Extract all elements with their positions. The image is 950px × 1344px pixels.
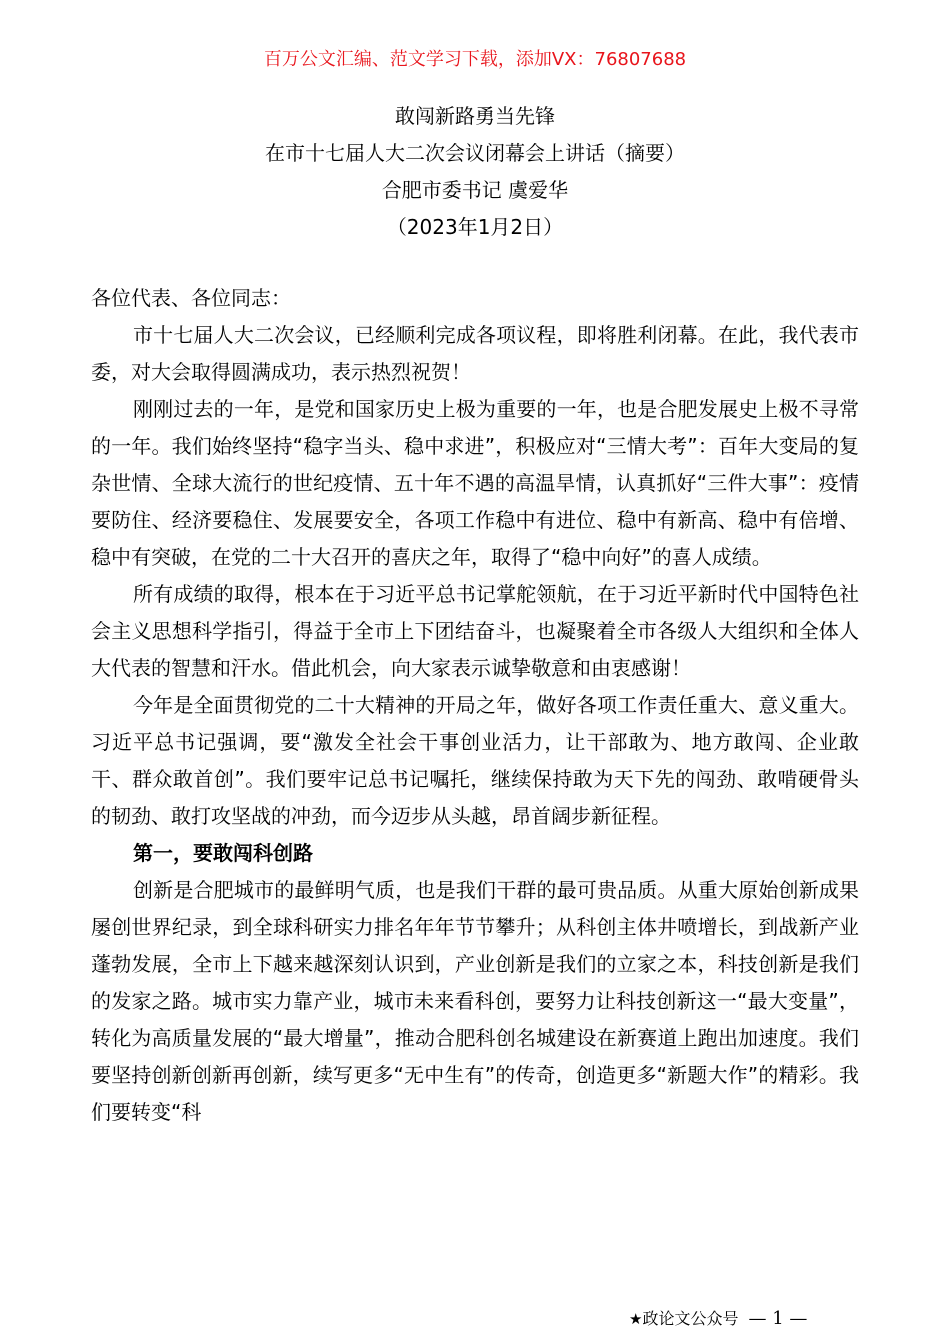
salutation: 各位代表、各位同志： bbox=[91, 286, 291, 310]
document-author: 合肥市委书记 虞爱华 bbox=[381, 178, 569, 202]
title-block bbox=[0, 98, 950, 246]
watermark-header: 百万公文汇编、范文学习下载，添加VX：76807688 bbox=[263, 49, 687, 70]
paragraph: 刚刚过去的一年，是党和国家历史上极为重要的一年，也是合肥发展史上极不寻常的一年。我们始终坚持“稳字当头、稳中求进”，积极应对“三情大考”：百年大变局的复杂世情、全球大流行的世纪疫情、五十年不遇的高温旱情，认真抓好“三件大事”：疫情要防住、经济要稳住、发展要安全，各项工作稳中有进位、稳中有新高、稳中有倍增、稳中有突破，在党的二十大召开的喜庆之年，取得了“稳中向好”的喜人成绩。 bbox=[91, 397, 859, 569]
paragraph: 市十七届人大二次会议，已经顺利完成各项议程，即将胜利闭幕。在此，我代表市委，对大会取得圆满成功，表示热烈祝贺！ bbox=[91, 323, 859, 384]
document-date: （2023年1月2日） bbox=[386, 215, 564, 239]
paragraph: 今年是全面贯彻党的二十大精神的开局之年，做好各项工作责任重大、意义重大。习近平总书记强调，要“激发全社会干事创业活力，让干部敢为、地方敢闯、企业敢干、群众敢首创”。我们要牢记总书记嘱托，继续保持敢为天下先的闯劲、敢啃硬骨头的韧劲、敢打攻坚战的冲劲，而今迈步从头越，昂首阔步新征程。 bbox=[91, 693, 859, 828]
footer-source: 政论文公众号 bbox=[642, 1309, 739, 1328]
page-number: — 1 — bbox=[748, 1308, 808, 1329]
paragraph: 创新是合肥城市的最鲜明气质，也是我们干群的最可贵品质。从重大原始创新成果屡创世界纪录，到全球科研实力排名年年节节攀升；从科创主体井喷增长，到战新产业蓬勃发展，全市上下越来越深刻认识到，产业创新是我们的立家之本，科技创新是我们的发家之路。城市实力靠产业，城市未来看科创，要努力让科技创新这一“最大变量”，转化为高质量发展的“最大增量”，推动合肥科创名城建设在新赛道上跑出加速度。我们要坚持创新创新再创新，续写更多“无中生有”的传奇，创造更多“新题大作”的精彩。我们要转变“科 bbox=[91, 878, 859, 1124]
document-subtitle: 在市十七届人大二次会议闭幕会上讲话（摘要） bbox=[265, 141, 685, 165]
page-footer bbox=[629, 1308, 807, 1330]
document-title: 敢闯新路勇当先锋 bbox=[395, 104, 555, 128]
section-heading: 第一，要敢闯科创路 bbox=[133, 841, 313, 865]
star-icon: ★ bbox=[629, 1310, 643, 1328]
paragraph: 所有成绩的取得，根本在于习近平总书记掌舵领航，在于习近平新时代中国特色社会主义思想科学指引，得益于全市上下团结奋斗，也凝聚着全市各级人大组织和全体人大代表的智慧和汗水。借此机会，向大家表示诚挚敬意和由衷感谢！ bbox=[91, 582, 859, 680]
document-body bbox=[91, 280, 859, 1131]
